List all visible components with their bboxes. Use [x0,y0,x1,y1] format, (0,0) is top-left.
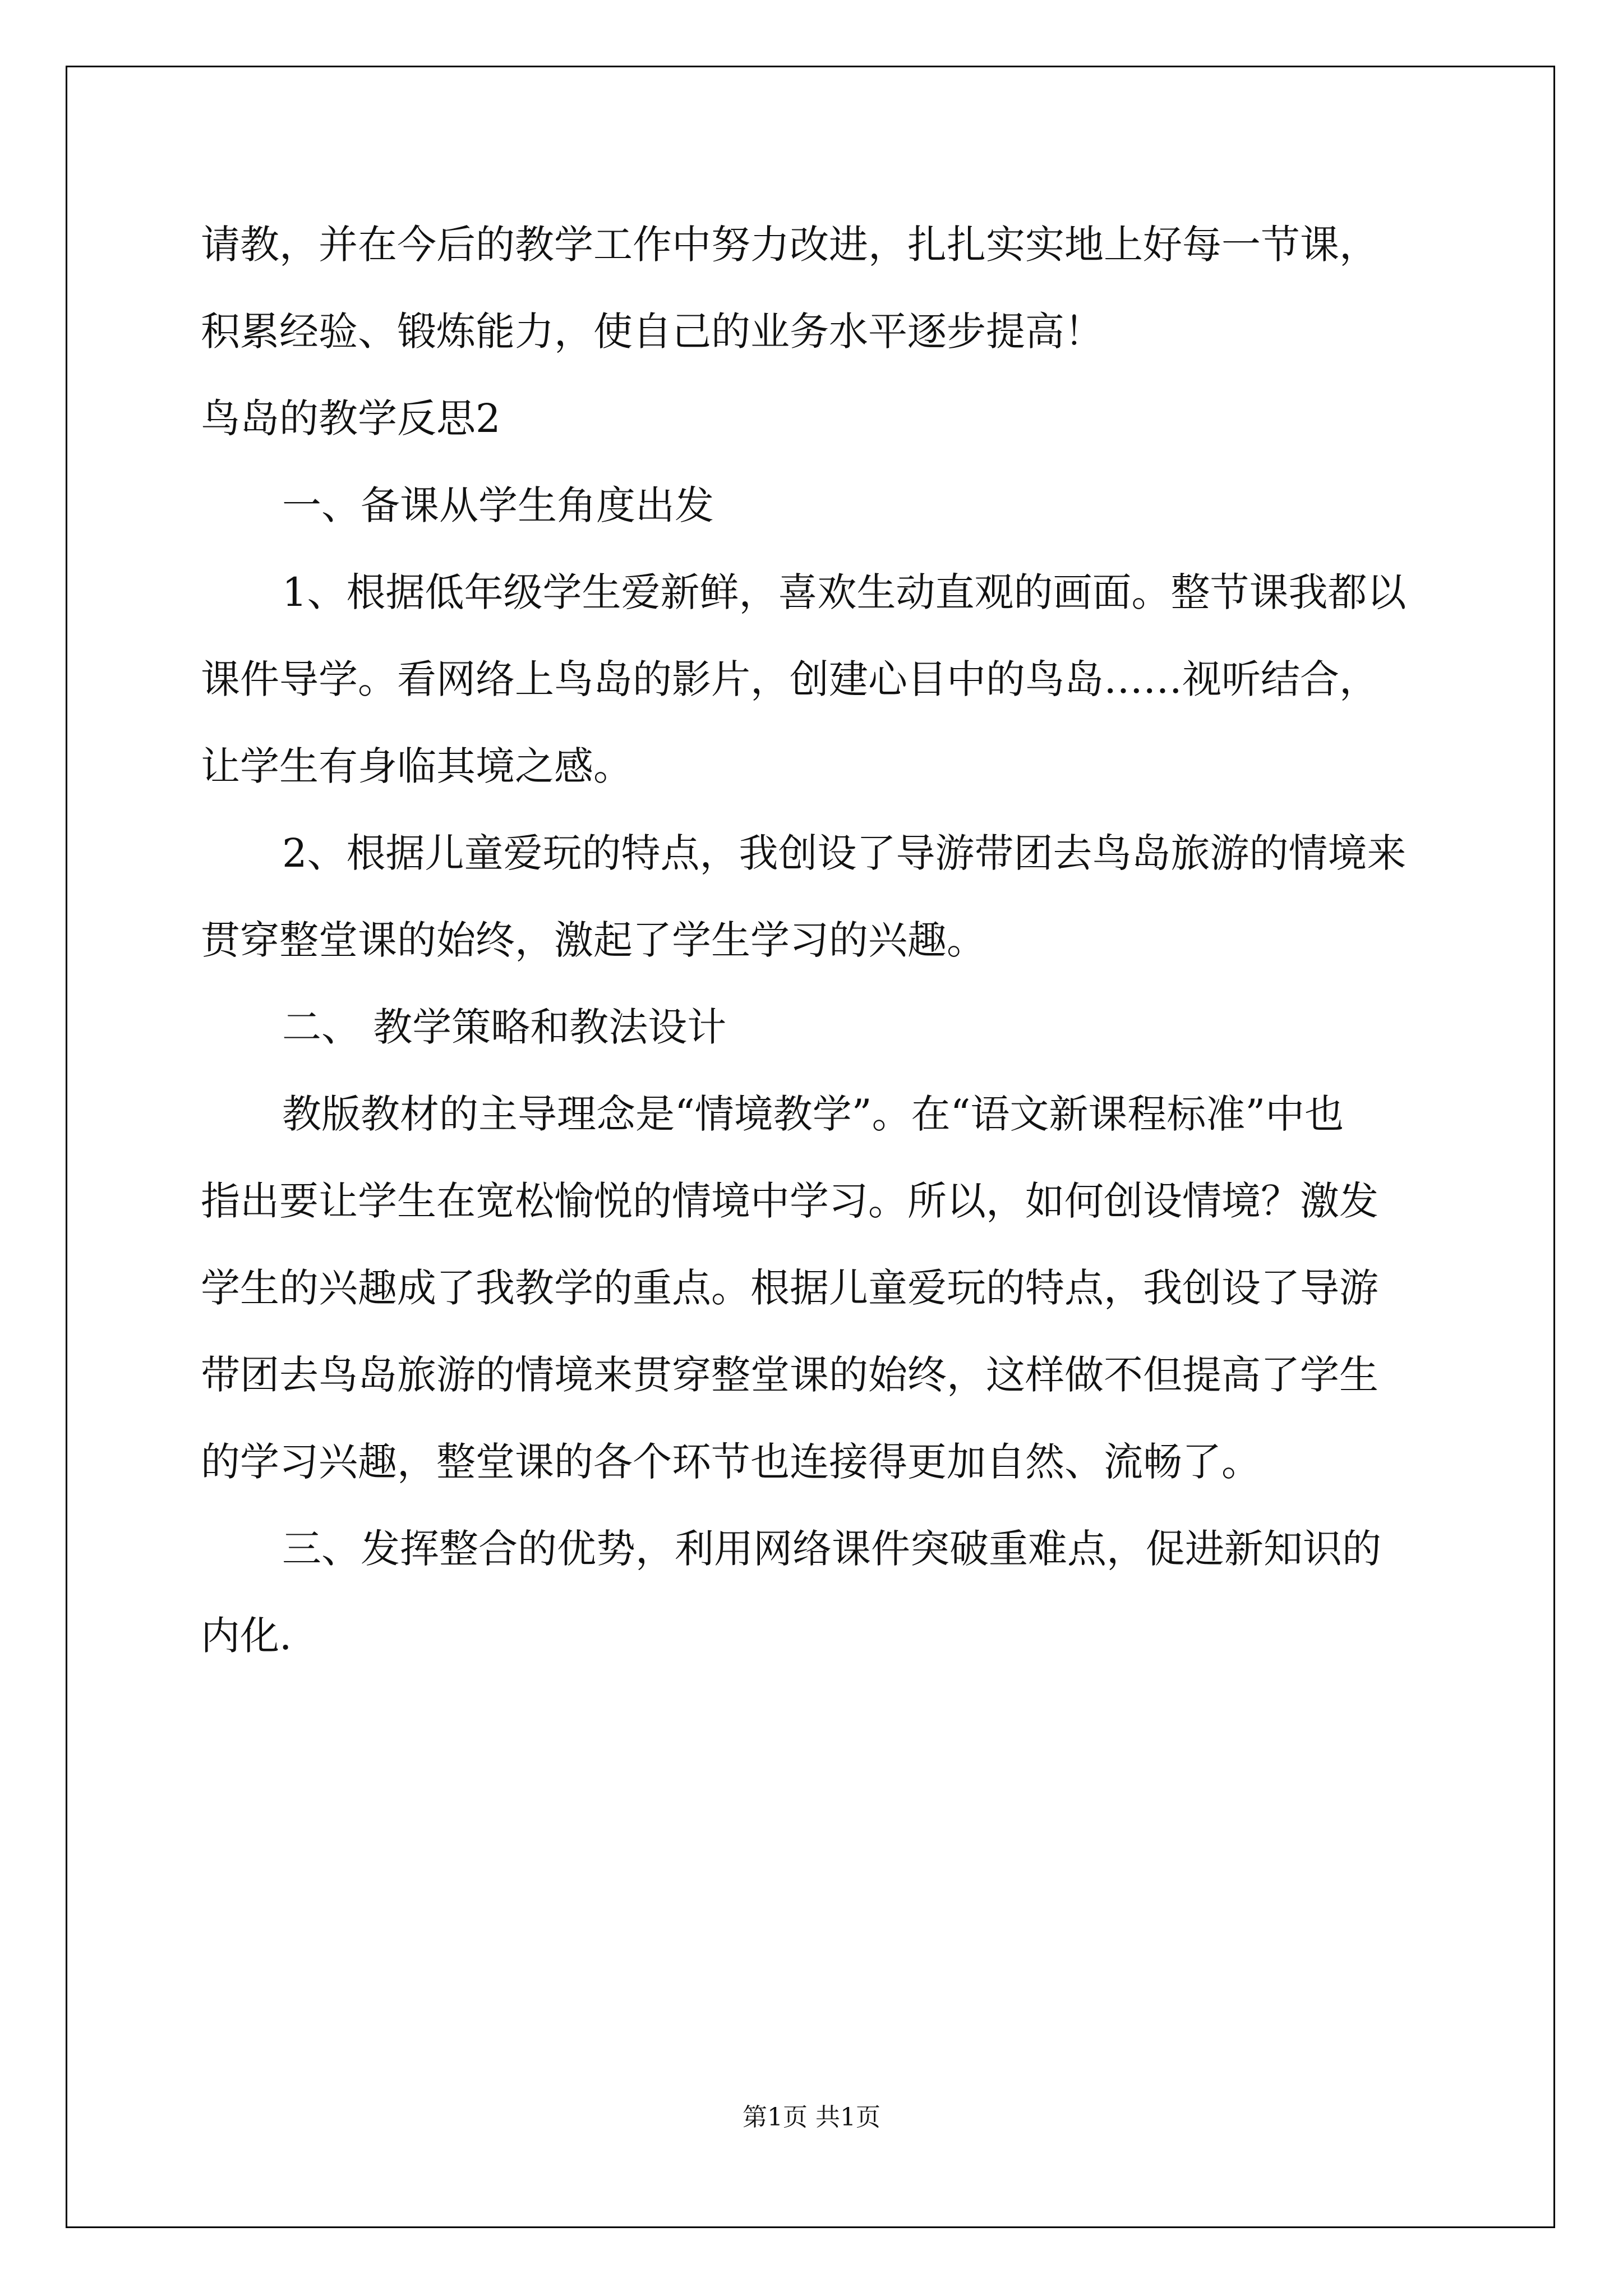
text-line: 让学生有身临其境之感。 [201,743,633,789]
text-line: 指出要让学生在宽松愉悦的情境中学习。所以，如何创设情境？激发 [201,1178,1378,1224]
text-line: 的学习兴趣，整堂课的各个环节也连接得更加自然、流畅了。 [201,1439,1261,1485]
text-line: 三、发挥整合的优势，利用网络课件突破重难点，促进新知识的 [282,1526,1381,1572]
text-line: 1、根据低年级学生爱新鲜，喜欢生动直观的画面。整节课我都以 [282,569,1407,615]
text-line: 内化. [201,1613,292,1659]
text-line: 教版教材的主导理念是“情境教学”。在“语文新课程标准”中也 [282,1091,1344,1137]
text-line: 带团去鸟岛旅游的情境来贯穿整堂课的始终，这样做不但提高了学生 [201,1352,1378,1398]
text-line: 学生的兴趣成了我教学的重点。根据儿童爱玩的特点，我创设了导游 [201,1265,1378,1311]
text-line: 课件导学。看网络上鸟岛的影片，创建心目中的鸟岛……视听结合， [201,656,1378,702]
subheading: 一、备课从学生角度出发 [282,482,714,528]
page-footer: 第1页 共1页 [743,2103,880,2132]
section-heading: 鸟岛的教学反思2 [201,395,501,441]
text-line: 贯穿整堂课的始终，激起了学生学习的兴趣。 [201,917,986,963]
text-line: 积累经验、锻炼能力，使自己的业务水平逐步提高！ [201,309,1104,355]
subheading: 二、 教学策略和教法设计 [282,1004,727,1050]
text-line: 2、根据儿童爱玩的特点，我创设了导游带团去鸟岛旅游的情境来 [282,830,1407,876]
text-line: 请教，并在今后的教学工作中努力改进，扎扎实实地上好每一节课， [201,222,1378,268]
